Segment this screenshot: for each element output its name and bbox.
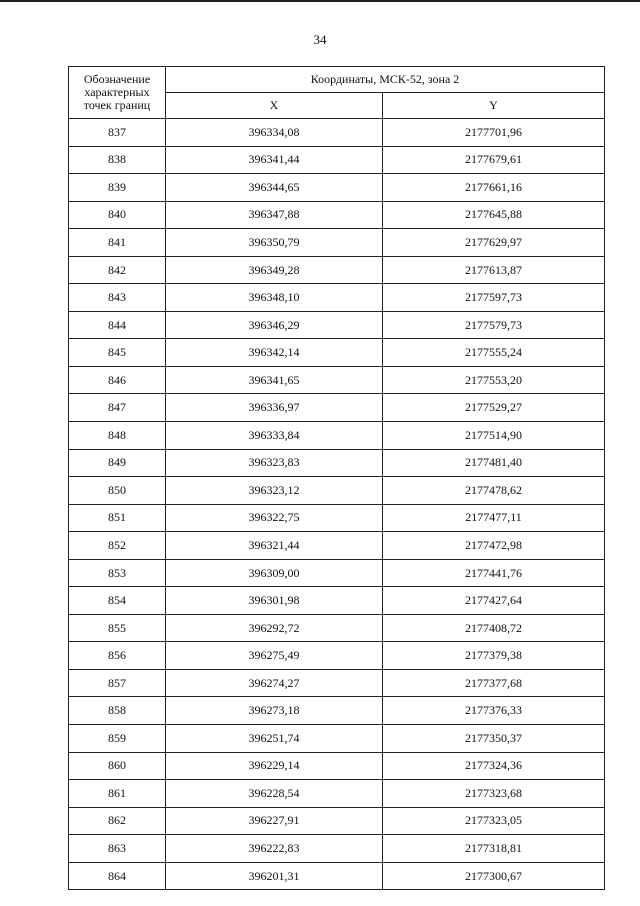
- cell-x: 396292,72: [166, 614, 383, 642]
- cell-x: 396349,28: [166, 256, 383, 284]
- cell-y: 2177318,81: [383, 835, 605, 863]
- table-row: [69, 146, 605, 174]
- header-y: Y: [383, 93, 605, 119]
- header-point-id: Обозначение характерных точек границ: [69, 67, 166, 119]
- cell-point-id: 839: [69, 174, 166, 202]
- table-row: [69, 394, 605, 422]
- cell-y: 2177323,68: [383, 780, 605, 808]
- cell-x: 396251,74: [166, 725, 383, 753]
- table-row: [69, 504, 605, 532]
- table-row: [69, 201, 605, 229]
- table-header: [69, 67, 605, 119]
- cell-y: 2177300,67: [383, 862, 605, 890]
- table-row: [69, 422, 605, 450]
- cell-y: 2177376,33: [383, 697, 605, 725]
- table-row: [69, 532, 605, 560]
- cell-y: 2177472,98: [383, 532, 605, 560]
- cell-point-id: 847: [69, 394, 166, 422]
- cell-x: 396227,91: [166, 807, 383, 835]
- cell-y: 2177645,88: [383, 201, 605, 229]
- cell-x: 396274,27: [166, 669, 383, 697]
- cell-point-id: 840: [69, 201, 166, 229]
- cell-x: 396342,14: [166, 339, 383, 367]
- cell-y: 2177350,37: [383, 725, 605, 753]
- table-row: [69, 642, 605, 670]
- table-row: [69, 366, 605, 394]
- cell-y: 2177323,05: [383, 807, 605, 835]
- cell-point-id: 845: [69, 339, 166, 367]
- table-row: [69, 174, 605, 202]
- cell-x: 396323,12: [166, 477, 383, 505]
- cell-point-id: 860: [69, 752, 166, 780]
- cell-point-id: 850: [69, 477, 166, 505]
- cell-point-id: 851: [69, 504, 166, 532]
- cell-y: 2177377,68: [383, 669, 605, 697]
- cell-point-id: 859: [69, 725, 166, 753]
- cell-x: 396348,10: [166, 284, 383, 312]
- cell-x: 396341,44: [166, 146, 383, 174]
- table-row: [69, 119, 605, 147]
- cell-point-id: 846: [69, 366, 166, 394]
- cell-y: 2177661,16: [383, 174, 605, 202]
- cell-y: 2177679,61: [383, 146, 605, 174]
- page-number: 34: [313, 32, 327, 47]
- table-row: [69, 807, 605, 835]
- table-row: [69, 835, 605, 863]
- cell-point-id: 863: [69, 835, 166, 863]
- cell-point-id: 843: [69, 284, 166, 312]
- coordinates-table: [68, 66, 605, 890]
- table-row: [69, 697, 605, 725]
- cell-point-id: 838: [69, 146, 166, 174]
- table-row: [69, 339, 605, 367]
- cell-y: 2177514,90: [383, 422, 605, 450]
- cell-x: 396347,88: [166, 201, 383, 229]
- cell-y: 2177553,20: [383, 366, 605, 394]
- table-row: [69, 256, 605, 284]
- cell-point-id: 837: [69, 119, 166, 147]
- cell-point-id: 854: [69, 587, 166, 615]
- table-row: [69, 780, 605, 808]
- cell-x: 396229,14: [166, 752, 383, 780]
- table-row: [69, 559, 605, 587]
- table-row: [69, 725, 605, 753]
- cell-y: 2177701,96: [383, 119, 605, 147]
- cell-y: 2177477,11: [383, 504, 605, 532]
- cell-y: 2177324,36: [383, 752, 605, 780]
- cell-y: 2177478,62: [383, 477, 605, 505]
- cell-point-id: 856: [69, 642, 166, 670]
- cell-y: 2177579,73: [383, 311, 605, 339]
- cell-point-id: 842: [69, 256, 166, 284]
- table-body: [69, 119, 605, 890]
- cell-x: 396201,31: [166, 862, 383, 890]
- cell-x: 396341,65: [166, 366, 383, 394]
- table-row: [69, 669, 605, 697]
- cell-y: 2177408,72: [383, 614, 605, 642]
- cell-point-id: 855: [69, 614, 166, 642]
- cell-point-id: 849: [69, 449, 166, 477]
- header-x: X: [166, 93, 383, 119]
- cell-y: 2177597,73: [383, 284, 605, 312]
- cell-x: 396346,29: [166, 311, 383, 339]
- cell-y: 2177529,27: [383, 394, 605, 422]
- cell-point-id: 861: [69, 780, 166, 808]
- cell-y: 2177441,76: [383, 559, 605, 587]
- cell-x: 396336,97: [166, 394, 383, 422]
- cell-x: 396322,75: [166, 504, 383, 532]
- cell-x: 396344,65: [166, 174, 383, 202]
- cell-point-id: 857: [69, 669, 166, 697]
- table-row: [69, 862, 605, 890]
- table-row: [69, 284, 605, 312]
- table-row: [69, 587, 605, 615]
- cell-point-id: 864: [69, 862, 166, 890]
- cell-x: 396228,54: [166, 780, 383, 808]
- cell-x: 396323,83: [166, 449, 383, 477]
- table-row: [69, 752, 605, 780]
- cell-x: 396333,84: [166, 422, 383, 450]
- cell-x: 396334,08: [166, 119, 383, 147]
- table-row: [69, 477, 605, 505]
- cell-x: 396309,00: [166, 559, 383, 587]
- cell-x: 396321,44: [166, 532, 383, 560]
- cell-y: 2177379,38: [383, 642, 605, 670]
- cell-x: 396222,83: [166, 835, 383, 863]
- cell-x: 396350,79: [166, 229, 383, 257]
- table-row: [69, 229, 605, 257]
- cell-point-id: 862: [69, 807, 166, 835]
- cell-point-id: 858: [69, 697, 166, 725]
- page-top-rule: [0, 0, 640, 2]
- cell-y: 2177555,24: [383, 339, 605, 367]
- cell-y: 2177629,97: [383, 229, 605, 257]
- cell-point-id: 844: [69, 311, 166, 339]
- table-row: [69, 614, 605, 642]
- cell-x: 396301,98: [166, 587, 383, 615]
- cell-y: 2177481,40: [383, 449, 605, 477]
- cell-point-id: 841: [69, 229, 166, 257]
- header-coordinates-group: Координаты, МСК-52, зона 2: [166, 67, 605, 93]
- cell-x: 396273,18: [166, 697, 383, 725]
- cell-y: 2177427,64: [383, 587, 605, 615]
- cell-point-id: 848: [69, 422, 166, 450]
- table-row: [69, 311, 605, 339]
- cell-point-id: 853: [69, 559, 166, 587]
- cell-point-id: 852: [69, 532, 166, 560]
- table-row: [69, 449, 605, 477]
- cell-x: 396275,49: [166, 642, 383, 670]
- cell-y: 2177613,87: [383, 256, 605, 284]
